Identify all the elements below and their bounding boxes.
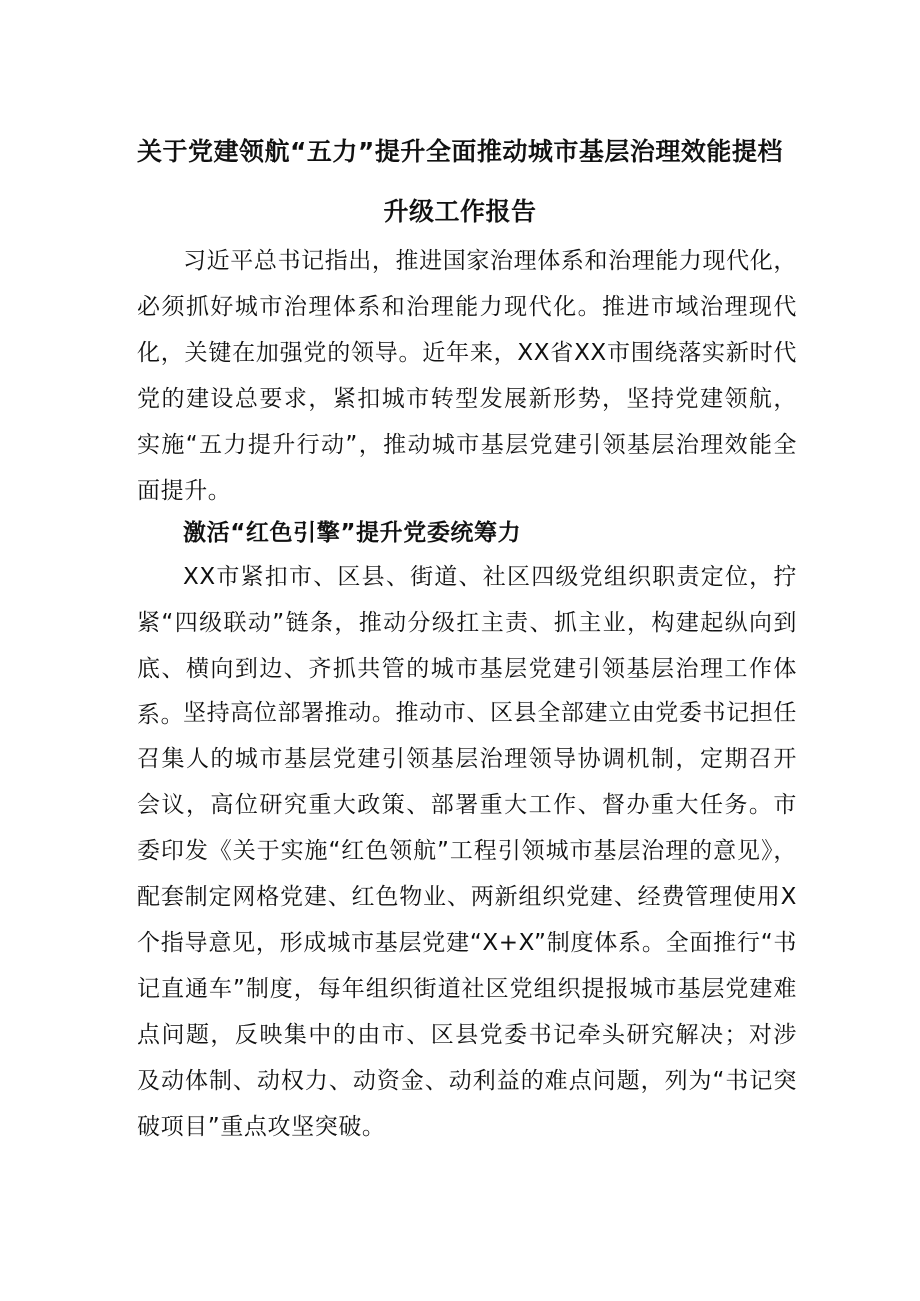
- section-heading: 激活“红色引擎”提升党委统筹力: [183, 520, 522, 546]
- paragraph-four-level: XX市紧扣市、区县、街道、社区四级党组织职责定位，拧紧“四级联动”链条，推动分级扛主责、抓主业，构建起纵向到底、横向到边、齐抓共管的城市基层党建引领基层治理工作体系。: [137, 564, 797, 728]
- paragraph-intro: 习近平总书记指出，推进国家治理体系和治理能力现代化，必须抓好城市治理体系和治理能力现代化。推进市域治理现代化，关键在加强党的领导。近年来，XX省XX市围绕落实新时代党的建设总要求，紧扣城市转型发展新形势，坚持党建领航，实施“五力提升行动”，推动城市基层党建引领基层治理效能全面提升。: [137, 248, 797, 504]
- document-title-line-2: 升级工作报告: [383, 197, 537, 226]
- document-title-line-1: 关于党建领航“五力”提升全面推动城市基层治理效能提档: [137, 137, 783, 166]
- paragraph-high-level-deployment: 坚持高位部署推动。推动市、区县全部建立由党委书记担任召集人的城市基层党建引领基层治理领导协调机制，定期召开会议，高位研究重大政策、部署重大工作、督办重大任务。市委印发《关于实施“红色领航”工程引领城市基层治理的意见》，配套制定网格党建、红色物业、两新组织党建、经费管理使用X个指导意见，形成城市基层党建“X+X”制度体系。全面推行“书记直通车”制度，每年组织街道社区党组织提报城市基层党建难点问题，反映集中的由市、区县党委书记牵头研究解决；对涉及动体制、动权力、动资金、动利益的难点问题，列为“书记突破项目”重点攻坚突破。: [137, 700, 797, 1140]
